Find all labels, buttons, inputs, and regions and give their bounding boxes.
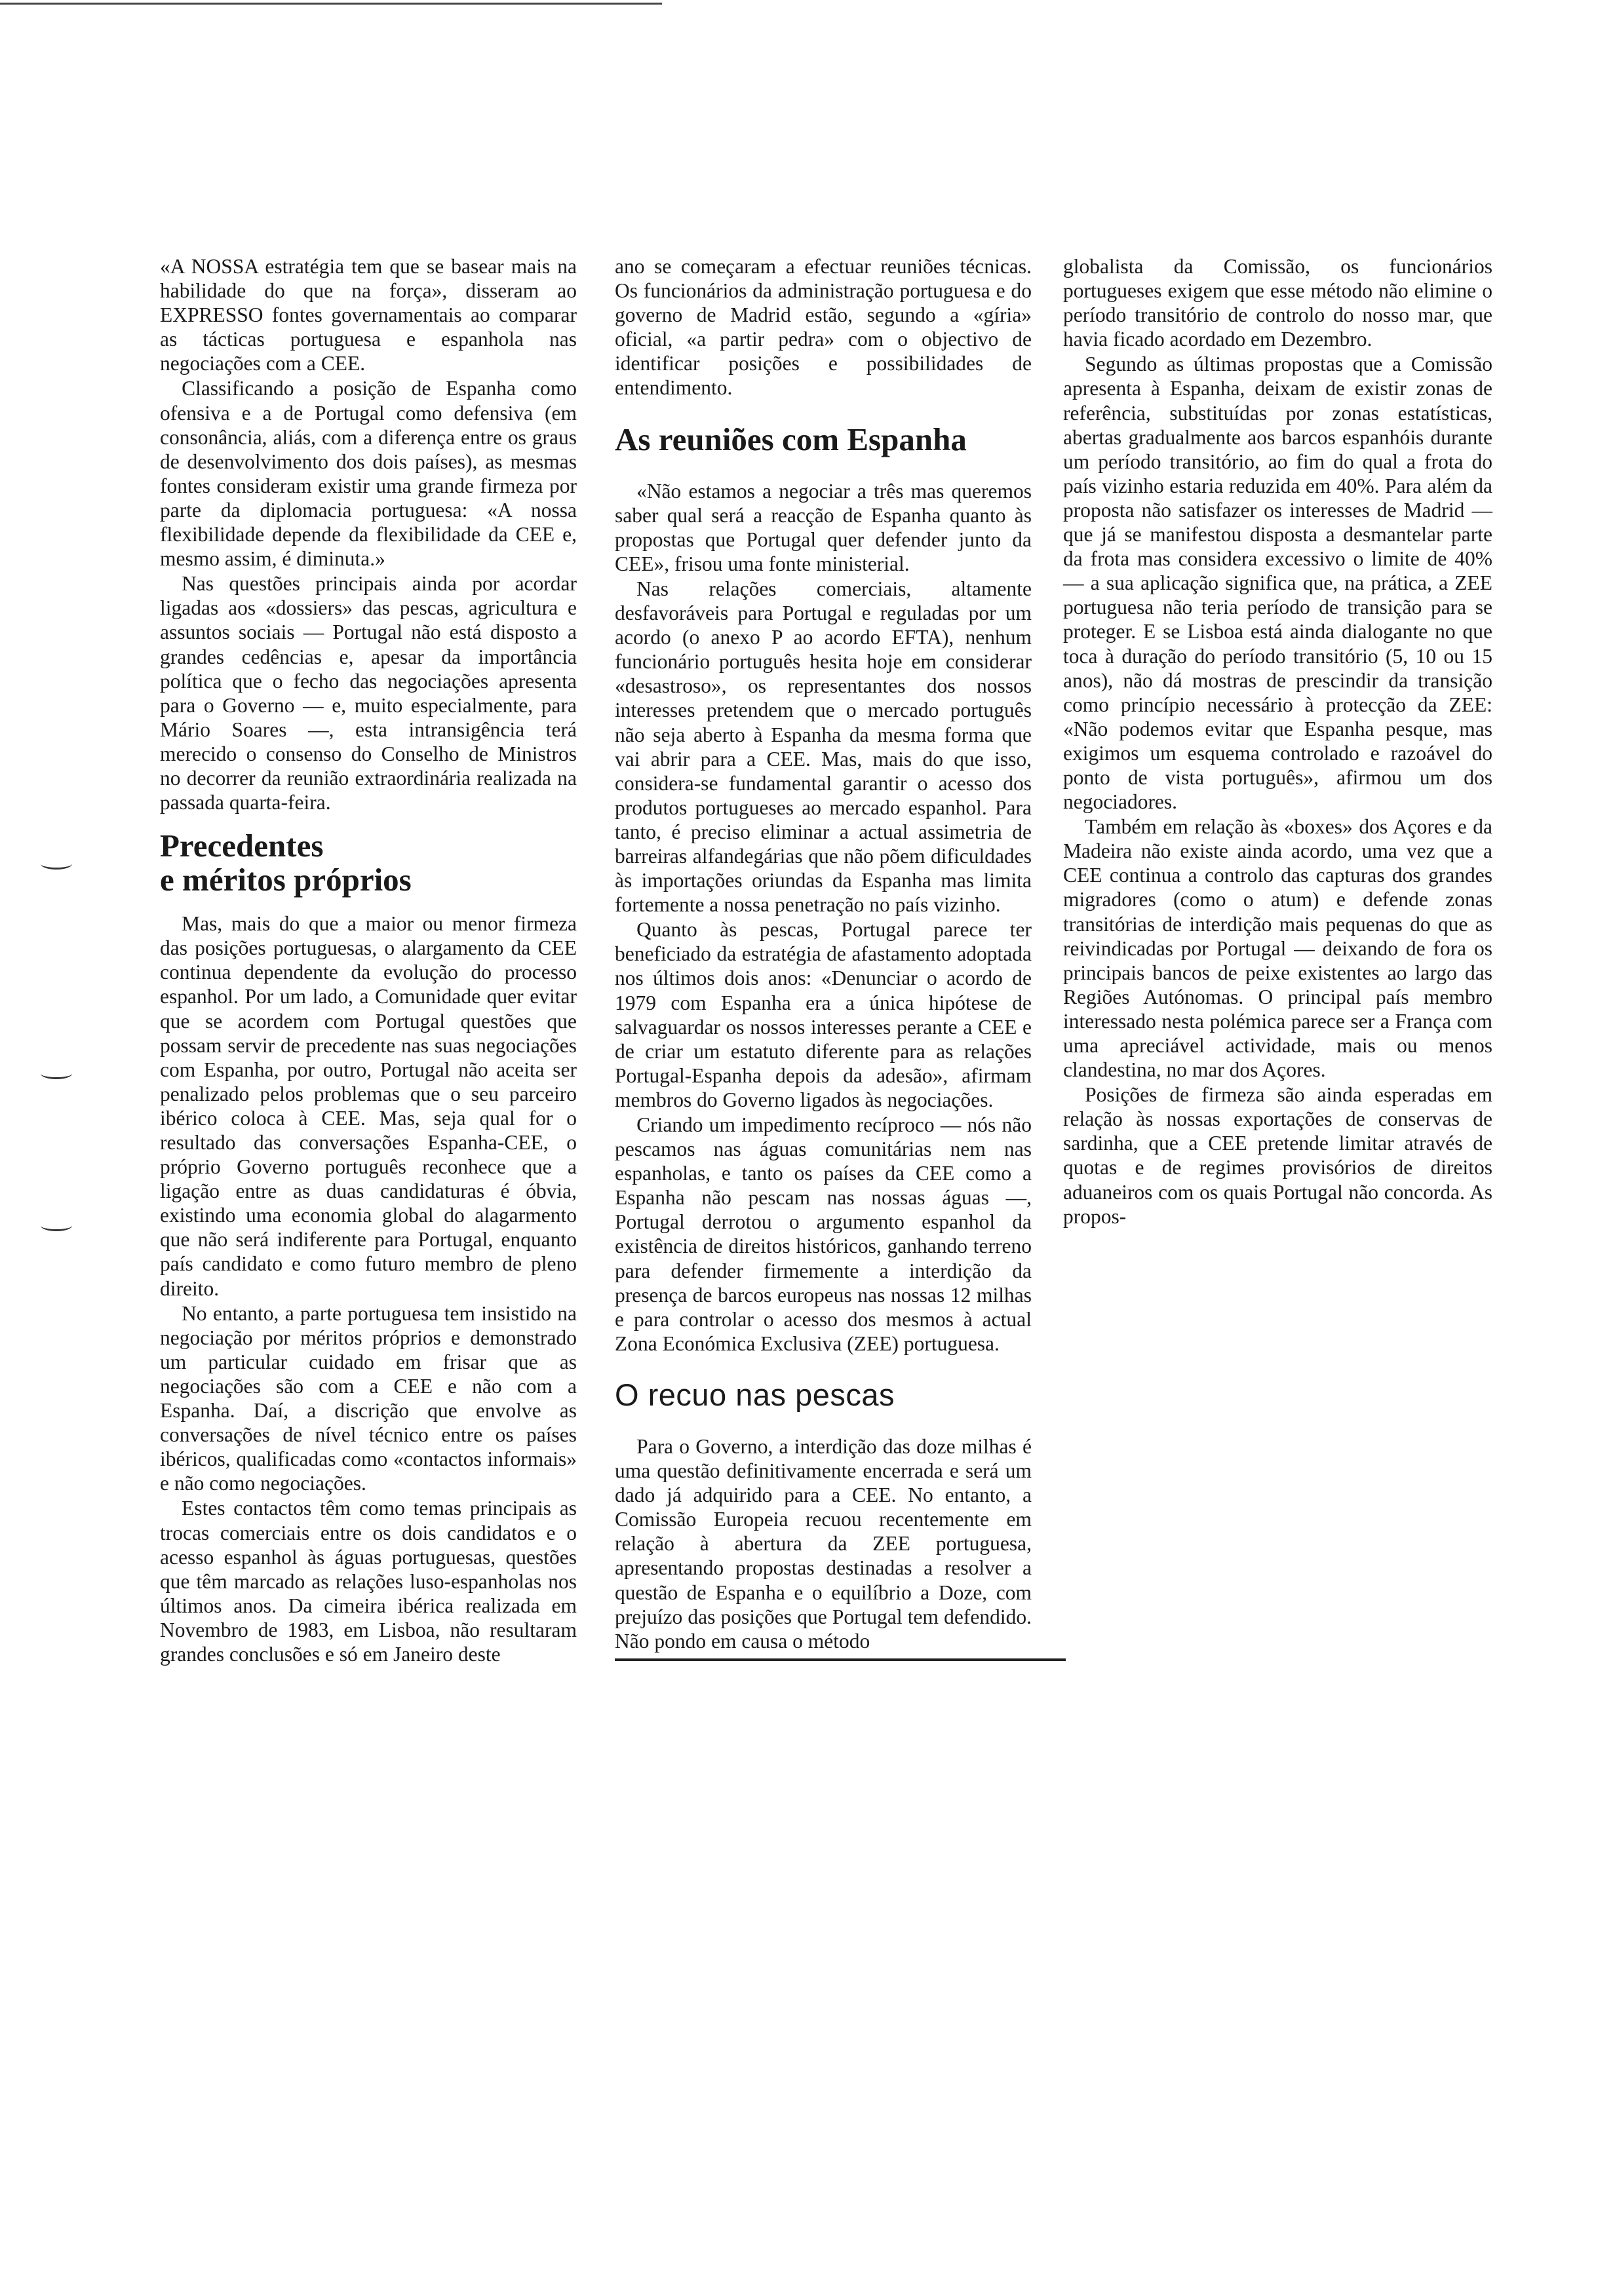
- paragraph: «Não estamos a negociar a três mas queremos saber qual será a reacção de Espanha quanto às propostas que Portugal quer defender junto da CEE», frisou uma fonte ministerial.: [615, 479, 1032, 575]
- paragraph: Também em relação às «boxes» dos Açores e da Madeira não existe ainda acordo, uma vez que a CEE continua a controlo das capturas dos grandes migradores (como o atum) e defende zonas transitórias de interdição mais pequenas do que as reivindicadas por Portugal — deixando de fora os principais bancos de peixe existentes ao largo das Regiões Autónomas. O principal país membro interessado nesta polémica parece ser a França com uma apreciável actividade, mais ou menos clandestina, no mar dos Açores.: [1063, 815, 1492, 1082]
- paragraph: Posições de firmeza são ainda esperadas em relação às nossas exportações de conservas de sardinha, que a CEE pretende limitar através de quotas e de regimes provisórios de direitos aduaneiros com os quais Portugal não concorda. As propos-: [1063, 1083, 1492, 1228]
- margin-mark: [41, 858, 72, 870]
- column-1: [160, 254, 577, 1666]
- paragraph: ano se começaram a efectuar reuniões técnicas. Os funcionários da administração portuguesa e do governo de Madrid estão, segundo a «gíria» oficial, «a partir pedra» com o objectivo de identificar posições e possibilidades de entendimento.: [615, 255, 1032, 400]
- bottom-rule: [615, 1658, 1066, 1661]
- lead-paragraph: «A NOSSA estratégia tem que se basear mais na habilidade do que na força», disseram ao EXPRESSO fontes governamentais ao comparar as tácticas portuguesa e espanhola nas negociações com a CEE.: [160, 255, 577, 375]
- paragraph: Nas questões principais ainda por acordar ligadas aos «dossiers» das pescas, agricultura e assuntos sociais — Portugal não está disposto a grandes cedências e, apesar da importância política que o fecho das negociações apresenta para o Governo — e, muito especialmente, para Mário Soares —, esta intransigência terá merecido o consenso do Conselho de Ministros no decorrer da reunião extraordinária realizada na passada quarta-feira.: [160, 572, 577, 814]
- margin-mark: [41, 1220, 72, 1231]
- subheading: e méritos próprios: [160, 862, 412, 898]
- subheading: As reuniões com Espanha: [615, 421, 967, 457]
- paragraph: Estes contactos têm como temas principais as trocas comerciais entre os dois candidatos e o acesso espanhol às águas portuguesas, questões que têm marcado as relações luso-espanholas nos últimos anos. Da cimeira ibérica realizada em Novembro de 1983, em Lisboa, não resultaram grandes conclusões e só em Janeiro deste: [160, 1497, 577, 1666]
- paragraph: globalista da Comissão, os funcionários portugueses exigem que esse método não elimine o período transitório de controlo do nosso mar, que havia ficado acordado em Dezembro.: [1063, 255, 1492, 351]
- paragraph: Classificando a posição de Espanha como ofensiva e a de Portugal como defensiva (em consonância, aliás, com a diferença entre os graus de desenvolvimento dos dois países), as mesmas fontes consideram existir uma grande firmeza por parte da diplomacia portuguesa: «A nossa flexibilidade depende da flexibilidade da CEE e, mesmo assim, é diminuta.»: [160, 377, 577, 571]
- paragraph: Criando um impedimento recíproco — nós não pescamos nas águas comunitárias nem nas espanholas, e tanto os países da CEE como a Espanha não pescam nas nossas águas —, Portugal derrotou o argumento espanhol da existência de direitos históricos, ganhando terreno para defender firmemente a interdição da presença de barcos europeus nas nossas 12 milhas e para controlar o acesso dos mesmos à actual Zona Económica Exclusiva (ZEE) portuguesa.: [615, 1113, 1032, 1355]
- margin-mark: [41, 1068, 72, 1079]
- paragraph: Para o Governo, a interdição das doze milhas é uma questão definitivamente encerrada e será um dado já adquirido para a CEE. No entanto, a Comissão Europeia recuou recentemente em relação à abertura da ZEE portuguesa, apresentando propostas destinadas a resolver a questão de Espanha e o equilíbrio a Doze, com prejuízo das posições que Portugal tem defendido. Não pondo em causa o método: [615, 1434, 1032, 1653]
- paragraph: Nas relações comerciais, altamente desfavoráveis para Portugal e reguladas por um acordo (o anexo P ao acordo EFTA), nenhum funcionário português hesita hoje em considerar «desastroso», os representantes dos nossos interesses pretendem que o mercado português não seja aberto à Espanha da mesma forma que vai abrir para a CEE. Mas, mais do que isso, considera-se fundamental garantir o acesso dos produtos portugueses ao mercado espanhol. Para tanto, é preciso eliminar a actual assimetria de barreiras alfandegárias que não põem dificuldades às importações oriundas da Espanha mas limita fortemente a nossa penetração no país vizinho.: [615, 577, 1032, 917]
- paragraph: No entanto, a parte portuguesa tem insistido na negociação por méritos próprios e demonstrado um particular cuidado em frisar que as negociações são com a CEE e não com a Espanha. Daí, a discrição que envolve as conversações de nível técnico entre os países ibéricos, qualificadas como «contactos informais» e não como negociações.: [160, 1301, 577, 1495]
- paragraph: Quanto às pescas, Portugal parece ter beneficiado da estratégia de afastamento adoptada nos últimos dois anos: «Denunciar o acordo de 1979 com Espanha era a única hipótese de salvaguardar os nossos interesses perante a CEE e de criar um estatuto diferente para as relações Portugal-Espanha depois da adesão», afirmam membros do Governo ligados às negociações.: [615, 918, 1032, 1111]
- paragraph: Segundo as últimas propostas que a Comissão apresenta à Espanha, deixam de existir zonas de referência, substituídas por zonas estatísticas, abertas gradualmente aos barcos espanhóis durante um período transitório, ao fim do qual a frota do país vizinho estaria reduzida em 40%. Para além da proposta não satisfazer os interesses de Madrid — que já se manifestou disposta a desmantelar parte da frota mas considera excessivo o limite de 40% — a sua aplicação significa que, na prática, a ZEE portuguesa não teria período de transição para se proteger. E se Lisboa está ainda dialogante no que toca à duração do período transitório (5, 10 ou 15 anos), não dá mostras de prescindir da transição como princípio necessário à protecção da ZEE: «Não podemos evitar que Espanha pesque, mas exigimos um esquema controlado e razoável do ponto de vista português», afirmou um dos negociadores.: [1063, 353, 1492, 814]
- top-rule: [0, 3, 662, 5]
- paragraph: Mas, mais do que a maior ou menor firmeza das posições portuguesas, o alargamento da CEE continua dependente da evolução do processo espanhol. Por um lado, a Comunidade quer evitar que se acordem com Portugal questões que possam servir de precedente nas suas negociações com Espanha, por outro, Portugal não aceita ser penalizado pelos problemas que o seu parceiro ibérico coloca à CEE. Mas, seja qual for o resultado das conversações Espanha-CEE, o próprio Governo português reconhece que a ligação entre as duas candidaturas é óbvia, existindo uma economia global do alagarmento que não será indiferente para Portugal, enquanto país candidato e como futuro membro de pleno direito.: [160, 912, 577, 1300]
- column-3: [1063, 254, 1492, 1229]
- subheading: Precedentes: [160, 828, 324, 864]
- subheading: O recuo nas pescas: [615, 1377, 895, 1412]
- column-2: [615, 254, 1032, 1653]
